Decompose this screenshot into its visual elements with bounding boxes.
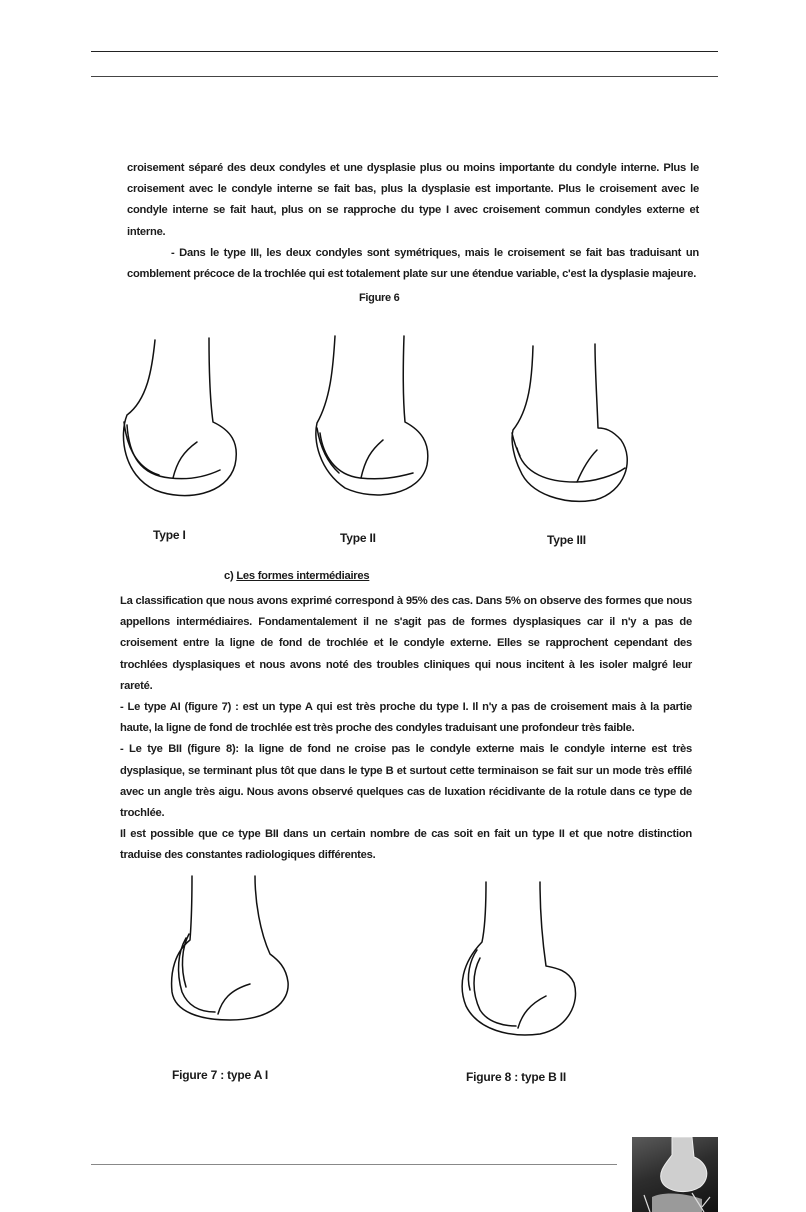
figure-6-title: Figure 6 <box>359 292 400 304</box>
text-block-dysplasia <box>127 158 699 285</box>
figure-6-label-type-i: Type I <box>153 528 186 542</box>
figure-8-caption: Figure 8 : type B II <box>466 1070 567 1084</box>
paragraph-type-ai: - Le type AI (figure 7) : est un type A qui est très proche du type I. Il n'y a pas de croisement mais à la partie haute, la ligne de fond de trochlée est très proche des condyles traduisant une profondeur très faible. <box>120 701 692 735</box>
figure-8-drawing <box>450 878 590 1058</box>
section-heading-title: Les formes intermédiaires <box>236 570 370 582</box>
figure-6-label-type-iii: Type III <box>547 533 586 547</box>
section-heading <box>224 570 369 582</box>
footer-rule <box>91 1164 617 1165</box>
paragraph-condyle-crossing: croisement séparé des deux condyles et une dysplasie plus ou moins importante du condyle interne. Plus le croisement avec le condyle interne se fait bas, plus la dysplasie est importante. Plus le croisement avec le condyle interne se fait haut, plus on se rapproche du type I avec croisement commun condyles externe et interne. <box>127 162 699 238</box>
knee-xray-icon <box>632 1137 718 1212</box>
figure-7-caption: Figure 7 : type A I <box>172 1068 268 1082</box>
paragraph-type-bii: - Le tye BII (figure 8): la ligne de fond ne croise pas le condyle externe mais le condyle interne est très dysplasique, se terminant plus tôt que dans le type B et surtout cette terminaison se fait sur un mode très effilé avec un angle très aigu. Nous avons observé quelques cas de luxation récidivante de la rotule dans ce type de trochlée. <box>120 743 692 820</box>
figure-6-type-i-drawing <box>115 330 245 520</box>
figure-6-type-iii-drawing <box>505 330 635 520</box>
header-rule-bottom <box>91 76 718 77</box>
header-rule-top <box>91 51 718 52</box>
figure-6-type-ii-drawing <box>305 330 435 520</box>
text-block-intermediate-forms <box>120 591 692 867</box>
paragraph-classification: La classification que nous avons exprimé correspond à 95% des cas. Dans 5% on observe des formes que nous appellons intermédiaires. Fondamentalement il ne s'agit pas de formes dysplasiques car il n'y a pas de croisement entre la ligne de fond de trochlée et le condyle externe. Elles se rapprochent cependant des trochlées dysplasiques et nous avons noté des troubles cliniques qui nous incitent à les isoler malgré leur rareté. <box>120 595 692 692</box>
figure-6-label-type-ii: Type II <box>340 531 376 545</box>
paragraph-conclusion: Il est possible que ce type BII dans un certain nombre de cas soit en fait un type II et que notre distinction traduise des constantes radiologiques différentes. <box>120 828 692 862</box>
footer-thumbnail-image <box>632 1137 718 1212</box>
figure-7-drawing <box>160 872 300 1052</box>
paragraph-type-iii: - Dans le type III, les deux condyles sont symétriques, mais le croisement se fait bas traduisant un comblement précoce de la trochlée qui est totalement plate sur une étendue variable, c'est la dysplasie majeure. <box>127 246 699 281</box>
section-heading-prefix: c) <box>224 570 237 582</box>
